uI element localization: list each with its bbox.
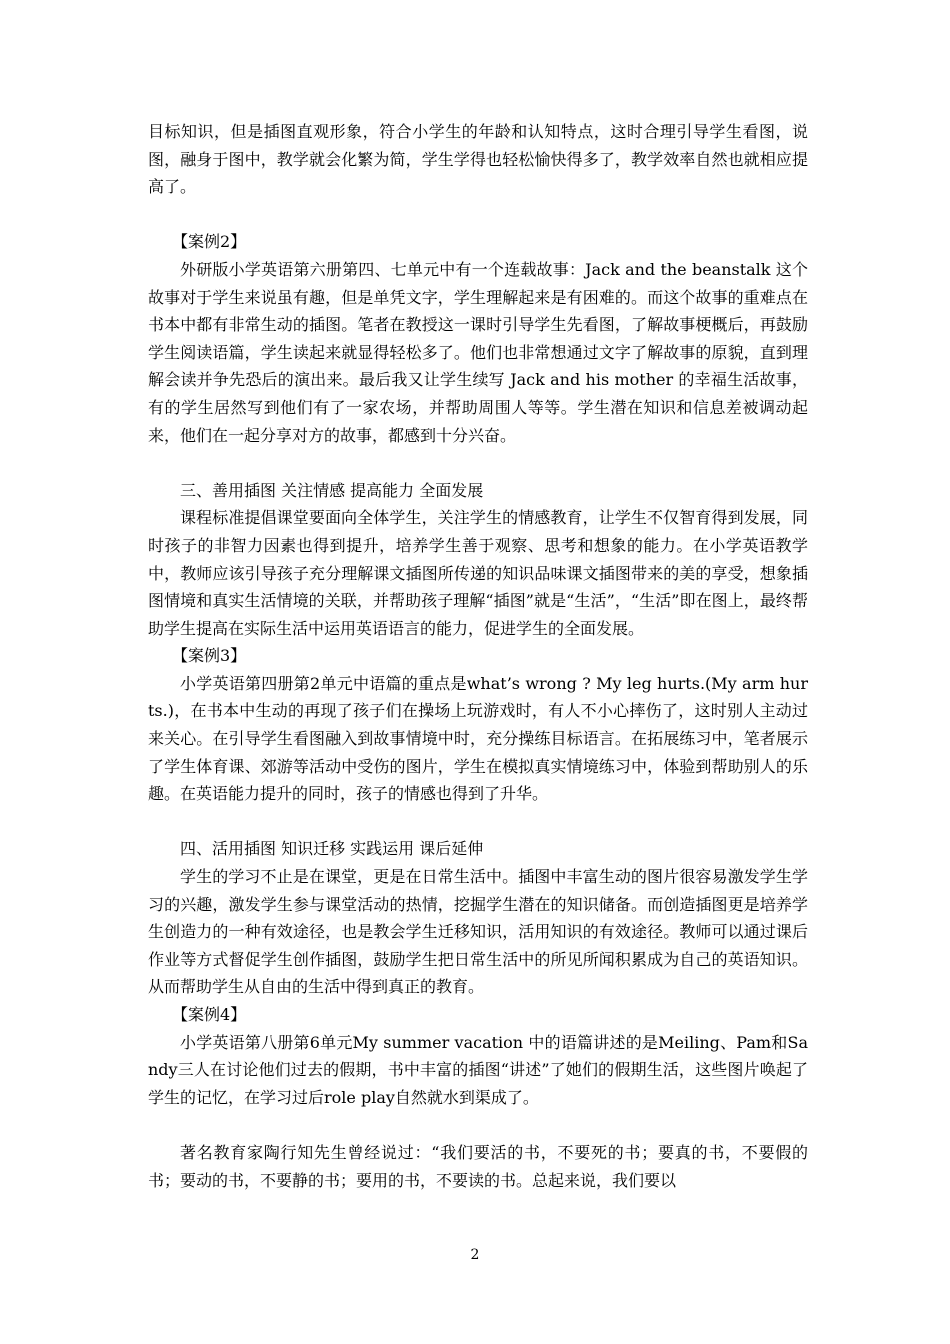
spacer	[148, 808, 808, 836]
document-body	[148, 118, 808, 1194]
section-3-heading: 三、善用插图 关注情感 提高能力 全面发展	[180, 480, 484, 500]
page-number: 2	[470, 1247, 480, 1263]
case-3-label: 【案例3】	[172, 646, 247, 666]
spacer	[148, 449, 808, 477]
case-4-label: 【案例4】	[172, 1005, 247, 1024]
case-4-text: 小学英语第八册第6单元My summer vacation 中的语篇讲述的是Meiling、Pam和Sandy三人在讨论他们过去的假期，书中丰富的插图“讲述”了她们的假期生活，这些图片唤起了学生的记忆，在学习过后role play自然就水到渠成了。	[148, 1032, 808, 1107]
case-2-label: 【案例2】	[172, 232, 247, 252]
section-3-text: 课程标准提倡课堂要面向全体学生，关注学生的情感教育，让学生不仅智育得到发展，同时孩子的非智力因素也得到提升，培养学生善于观察、思考和想象的能力。在小学英语教学中，教师应该引导孩子充分理解课文插图所传递的知识品味课文插图带来的美的享受，想象插图情境和真实生活情境的关联，并帮助孩子理解“插图”就是“生活”，“生活”即在图上，最终帮助学生提高在实际生活中运用英语语言的能力，促进学生的全面发展。	[148, 508, 808, 638]
section-4-text: 学生的学习不止是在课堂，更是在日常生活中。插图中丰富生动的图片很容易激发学生学习的兴趣，激发学生参与课堂活动的热情，挖掘学生潜在的知识储备。而创造插图更是培养学生创造力的一种有效途径，也是教会学生迁移知识，活用知识的有效途径。教师可以通过课后作业等方式督促学生创作插图，鼓励学生把日常生活中的所见所闻积累成为自己的英语知识。从而帮助学生从自由的生活中得到真正的教育。	[148, 867, 808, 997]
spacer	[148, 1111, 808, 1139]
case-3-text: 小学英语第四册第2单元中语篇的重点是what’s wrong ? My leg hurts.(My arm hurts.)，在书本中生动的再现了孩子们在操场上玩游戏时，有人不小心摔伤了，这时别人主动过来关心。在引导学生看图融入到故事情境中时，充分操练目标语言。在拓展练习中，笔者展示了学生体育课、郊游等活动中受伤的图片，学生在模拟真实情境练习中，体验到帮助别人的乐趣。在英语能力提升的同时，孩子的情感也得到了升华。	[148, 673, 808, 804]
section-4-heading: 四、活用插图 知识迁移 实践运用 课后延伸	[180, 839, 484, 859]
paragraph-intro: 目标知识，但是插图直观形象，符合小学生的年龄和认知特点，这时合理引导学生看图，说图，融身于图中，教学就会化繁为简，学生学得也轻松愉快得多了，教学效率自然也就相应提高了。	[148, 122, 808, 197]
case-2-text: 外研版小学英语第六册第四、七单元中有一个连载故事：Jack and the beanstalk 这个故事对于学生来说虽有趣，但是单凭文字，学生理解起来是有困难的。而这个故事的重难点在书本中都有非常生动的插图。笔者在教授这一课时引导学生先看图，了解故事梗概后，再鼓励学生阅读语篇，学生读起来就显得轻松多了。他们也非常想通过文字了解故事的原貌，直到理解会读并争先恐后的演出来。最后我又让学生续写 Jack and his mother 的幸福生活故事，有的学生居然写到他们有了一家农场，并帮助周围人等等。学生潜在知识和信息差被调动起来，他们在一起分享对方的故事，都感到十分兴奋。	[148, 259, 808, 445]
spacer	[148, 201, 808, 229]
closing-paragraph: 著名教育家陶行知先生曾经说过：“我们要活的书，不要死的书；要真的书，不要假的书；要动的书，不要静的书；要用的书，不要读的书。总起来说，我们要以	[148, 1142, 808, 1190]
